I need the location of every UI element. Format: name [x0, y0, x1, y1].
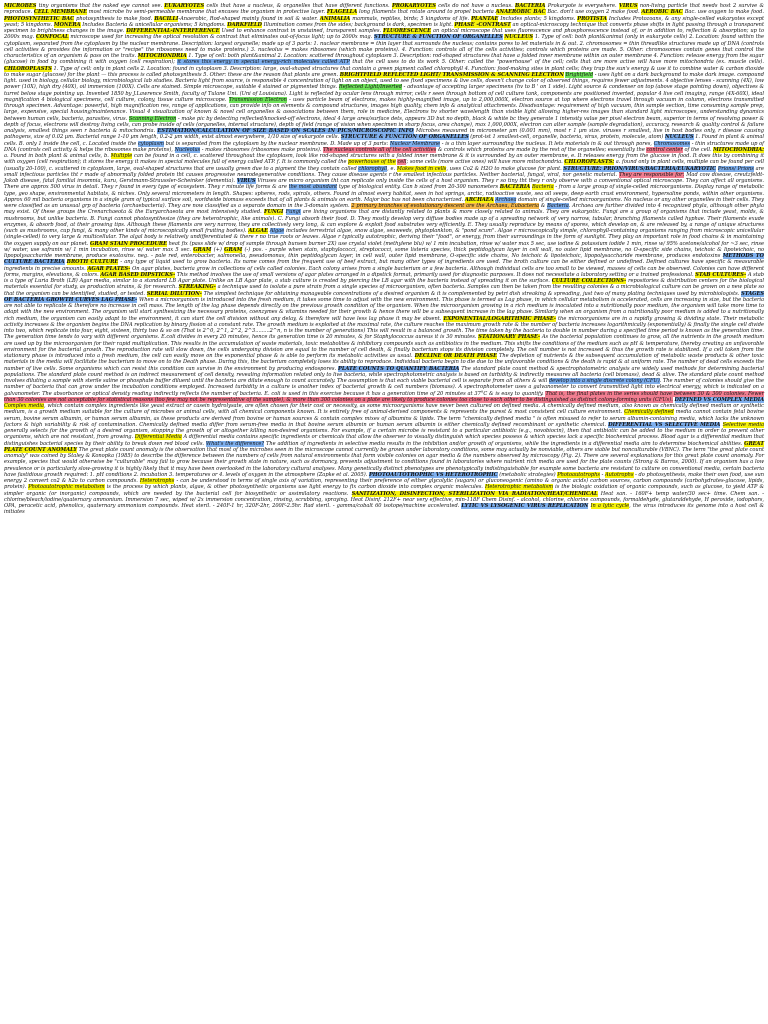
body-text: Heat san. - 160F+ temp water/30 sec+ time. Chem san. - chlorine/bleach/iodine/quaternary ammonium. Immersion 7 sec, wiped w/ 2x immersion concentration, rinsing, scrubbing, spraying. Heat Disinf. 212F+ near very effective, min-118F Chem Disinf. - alcohol, chlorine, chlorine compounds, formaldehyde, glutaraldehyde, H peroxide, iodophors, OPA, peracetic acid, phenolics, quaternary ammonium compounds. Heat steril. - 240F-1 hr, 320F-2hr, 200F-2.5hr. Rad steril. - gamma/cobalt 60 isotope/machine accelerated. [4, 490, 764, 509]
body-text: (prot-ist 1 smallest-cell, organelle, bacteria, virus, protein, molecule, atom) [468, 134, 665, 141]
section-heading: BACILLI [154, 15, 179, 22]
highlighted-text: cytoplasm [137, 140, 164, 147]
section-heading: ANIMALIA [319, 15, 351, 22]
body-text: As the bacterial population continues to grow, all the nutrients in the growth medium are used up by the microorganism for their rapid multiplication. This results in the accumulation of waste materials, toxic metabolites & inhibitory compounds such as antibiotics in the medium. This shifts the conditions of the medium such as pH & temperature, thereby creating an unfavorable environment for the bacterial growth. The reproduction rate will slow down, the cells undergoing division are equal to the number of cell death, & finally bacterium stops its division completely. The cell number is not increased & thus the growth rate is stabilized. If a cell taken from the stationary phase is introduced into a fresh medium, the cell can easily move on the exponential phase & is able to perform its metabolic activities as usual. [4, 334, 765, 359]
highlighted-text: Transmission Electron [228, 96, 287, 103]
section-heading: PHOTOSYNTHETIC BAC [4, 15, 75, 22]
section-heading: PROTISTA [577, 15, 607, 22]
section-heading: EUKARYOTES [164, 3, 205, 9]
section-heading: SANITIZATION, DISINFECTION, STERILIZATION VIA RADIATION/HEAT/CHEMICAL [351, 490, 598, 497]
body-text: - from a large group of single-celled microorganisms. Display range of metabolic type, geo shape, environmental habitats, & niches. Only several micrometers in length. Shapes: spheres, rods, spirals, others. Found in almost every habitat, seen in hot springs, arctic, radioactive waste, sea oil seeps, deep earth crust environment, hypersaline ponds, within other organisms. Approx 60 mil bacteria organisms in a single gram of typical surface soil, worldwide biomass exceeds that of all plants & animals on earth. Major bac has not been characterized. [4, 184, 764, 203]
section-heading: STAGES OF BACTERIA GROWTH CURVES LAG PHASE- [4, 290, 764, 303]
section-heading: ALGAE [248, 228, 268, 234]
section-heading: STATIONARY PHASE- [478, 334, 541, 341]
body-text: - uses particle beam of electrons, makes highly-magnified image, up to 2,000,000X, electron source at top where electrons travel through vacuum in column, electrons transmitted through specimen. Advantage: powerful, high magnification res, range of applications, can provide info on elements & compound structures, images high quality, chem info & analytical attachments. Disadvantage: requirement of high vacuum, thin sample section, time consuming sample prep, large, expensive, special housing/maintenance. Visual 4 visualization of known & novel cell organelles & associations between them, role in medicine, Electrons hv shorter wavelength than visible light allowing higher-res images than standard light microscopes, understanding dynamics between human cells, bacteria, parasites, virus. [4, 96, 764, 122]
body-text: that the cell uses to do its work 5. Other: called the "powerhouse" of the cell; cells that are more active will have more mitochondria (ex. muscle cells). [349, 59, 764, 66]
section-heading: GRAM STAIN PROCEDURE [89, 240, 167, 247]
body-text: the microorganisms are in a rapidly growing & dividing state. Their metabolic activity increases & the organism begins the DNA replication by binary fission at a constant rate. The growth medium is exploited at the maximal rate, the culture reaches the maximum growth rate & the number of bacteria increases logarithmically (exponentially) & finally the single cell divide into two, which replicate into four, eight, sixteen, thirty two & so on (That is 2^0, 2^1, 2^2, 2^3.........2^n, n is the number of generations) This will result in a balanced growth. The time taken by the bacteria to double in number during a specified time period is known as the generation time. The generation time tends to vary with different organisms. E.coli divides in every 20 minutes, hence its generation time is 20 minutes, & for Staphylococcus aureus it is 30 minutes. [4, 315, 764, 341]
section-heading: FLUORESCENCE [383, 28, 432, 34]
body-text: Includes plants; 5 kingdoms. [498, 15, 578, 22]
body-text: repositories & distribution centers for the biological materials essential for study, as production strains, & for research. [4, 278, 764, 291]
body-text: most microbe hv semi-permeable membrane that encases the organism in protective layer. [86, 9, 327, 16]
highlighted-text: 2 primary branches of evolutionary descent are the Archaea, Eubacteria [351, 203, 539, 209]
body-text: - any type of liquid used to grow bacteria. Its name comes from the frequent use of beef extract, but many other types of ingredients are used. The broth culture can be either defined or undefined. Defined cultures have specific & measurable ingredients in precise amounts. [4, 259, 764, 272]
section-heading: STAB CULTURES- [695, 271, 747, 278]
highlighted-text: chlorophyll [358, 165, 388, 172]
section-heading: VIRUS [236, 178, 256, 184]
section-heading: ESTIMATION/CALCULATION OF SIZE BASED ON SCALES IN PICS/MICROSCOPIC INFO [157, 128, 414, 134]
body-text: long filaments that rotate around to propel bacteria [357, 9, 496, 16]
section-heading: FUNGI [264, 209, 284, 216]
highlighted-text: Bacteria [531, 184, 554, 191]
body-text: - makes ribosomes (ribosomes make proteins). [200, 146, 324, 153]
body-text: - can be understood in terms of single axis of variation, representing their preference of either glycolytic (sugars) or gluconeogenic (amino & organic acids) carbon sources, carbon compounds (carbohydrates-glucose, lipids, protein). [4, 478, 765, 491]
section-heading: STRUCTURE & FUNCTION OF ORGANELLES [374, 34, 503, 41]
section-heading: MITOCHONDRIA [137, 53, 187, 59]
body-text: media cannot contain fetal bovine serum, bovine serum albumin, or human serum albumin, as these products are derived from bovine or human sources & contain complex mixes of albumins & lipids. The term "chemically defined media " is often misused to refer to serum albumin-containing media, which lacks the unknown factors & high variability & risk of contamination. Chemically defined media differ from serum-free media in that bovine serum albumin or human serum albumin is either chemically defined recombinant or synthetic chemical. [4, 409, 764, 428]
section-heading: BRIGHTFIELD REFLECTED LIGHT/ TRANSMISSION & SCANNING ELECTRON [339, 71, 564, 78]
section-heading: MICROBES [4, 3, 37, 9]
highlighted-text: Archaea [495, 196, 517, 203]
highlighted-text: control center [646, 146, 683, 153]
highlighted-text: develop into a single discrete colony (CFU) [548, 378, 660, 384]
highlighted-text: Selective media [722, 421, 764, 428]
section-heading: FLAGELLA [326, 9, 358, 16]
section-heading: NUCLEUS [504, 34, 534, 41]
body-text: Bac. use oxygen to make food. [682, 9, 764, 16]
body-text: an optical-microscopy technique that converts phase shifts in light passing through a transparent specimen to brightness changes in the image. [4, 21, 764, 34]
section-heading: METHODS TO CULTURE BACTERIA [4, 253, 764, 266]
section-heading: LYTIC VS LYSOGENIC VIRUS REPLICATION [461, 503, 589, 509]
body-text: mammals, reptiles, birds; 5 kingdoms of life. [350, 15, 472, 22]
highlighted-text: Chemically defined [624, 409, 674, 416]
highlighted-text: the most abundant [288, 184, 338, 191]
section-heading: DARKFIELD [227, 21, 262, 28]
highlighted-text: Autotrophs [604, 471, 634, 478]
section-heading: STRUCTURE & FUNCTION OF ORGANELLES [340, 134, 469, 141]
body-text: , which contain complex ingredients like yeast extract or casein hydrolysate, are often chosen for their cost or necessity, as some microorganisms have never been cultured on defined media. A chemically defined medium, also known as chemically defined medium or synthetic medium, is a growth medium suitable for the culture of microbes or animal cells, with all chemical components known. It is entirely free of animal-derived components & represents the purest & most consistent cell culture environment. [4, 403, 765, 416]
section-heading: NUCLEUS [664, 134, 694, 141]
body-text: 1. Found in plant & animal cells. B. only 1 inside the cell, c. Located inside the [4, 134, 764, 147]
section-heading: DIFFERENTIAL-INTERFERENCE [126, 28, 220, 34]
body-text: tiny organisms that the naked eye cannot see. [36, 3, 165, 9]
section-heading: ARCHAEA [464, 196, 494, 203]
body-text: a. Found in both plant & animal cells, b. [4, 153, 111, 159]
body-text: domain of single-celled microorganisms. No nucleus or any other organelles in their cells. They were classified as an unusual grp of bacteria (archaebacteria). They are now classified as a separate domain in the 3-domain system. [4, 196, 764, 209]
body-text: are small infectious particles tht r made of abnormally folded protein tht causes progressive neurodegenerative conditions. They cause disease agents r the smallest infectious particles. Neither bacterial, fungal, viral, nor genetic material. [4, 165, 764, 178]
body-text: is the process by which plants, algae, & other photosynthetic organisms use light energy to fix carbon dioxide into complex organic molecules. [104, 484, 485, 491]
body-text: generally selects for the growth of a desired organism, stopping the growth of or altogether killing non-desired organisms. For example, if a certain microbe is resistant to a particular antibiotic (e.g., novobiocin), then that antibiotic can be added to the medium in order to prevent other organisms, which are not resistant, from growing. [4, 428, 764, 441]
highlighted-text: Nucleolus [174, 146, 201, 153]
highlighted-text: powerhouse of the [348, 159, 396, 166]
body-text: can be found in a cell, c. scattered throughout the cytoplasm, look like rod-shaped structures with a folded inner membrane & it is surrounded by an outer membrane, e. It releases energy from the glucose in food. It does this by combining it with oxygen (cell respiration); it stores the energy it makes in special molecules full of energy called ATP. f. It is commonly called the [4, 153, 764, 166]
body-text: (-) pos. - purple when stain, staphylococci, streptococci, some listeria species, thick peptidoglycan layer in cell wall, no outer lipid membrane, no O-specific side chains, teichoic & lipoteichoic, no lipopolysaccharide membrane, produce exotoxins. neg. - pale red, enterobacter, salmonella, pseudomonas, thin peptidoglycan layer, in cell wall, outer lipid membrane, O-specific side chains, No teichoic & lipoteichoic, lipopolysaccharide membrane, produces endotoxins [4, 246, 764, 259]
section-heading: CHLOROPLASTS: [564, 159, 615, 166]
section-heading: PROKARYOTES [391, 3, 436, 9]
section-heading: PHASE -CONTRAST [454, 21, 511, 28]
highlighted-text: Scanning Electron [128, 115, 177, 122]
body-text: photosynthesis to make food. [74, 15, 155, 22]
highlighted-text: What's the difference? [205, 440, 265, 447]
body-text: The great plate count anomaly is the observation that most of the microbes seen in the microscope cannot currently be grown under laboratory conditions, some may actually be nonviable, others are viable but nonculturable (VBNC). The term "the great plate count anomaly" was coined by Staley & Konopka (1985) to describe the difference between the numbers of cells from natural environments that form visible colonies on agar media & the numbers observed by microscopy (Fig. 2). There are several explanations for this great plate count anomaly. For example, species that would otherwise be "culturable" may fail to grow because their growth state in nature, such as dormancy, prevents adjustment to conditions found in laboratories where nutrient rich media are used for the plate counts (Strong & Barros, 2000). If an organism has a low prevalence or is particularly slow-growing it is highly likely that it may have been overlooked in the laboratory cultural analyses. Many genetically distinct phenotypes are phenotypically indistinguishable for example some bacteria are resistant to culture on conventional media, certain bacteria have fastidious growth required: 1. pH conditions 2. incubation 3. temperatures or 4. levels of oxygen in the atmosphere (Zapke et al. 2005). [4, 446, 764, 478]
highlighted-text: In a lytic cycle [590, 503, 630, 509]
body-text: -Anaerobic, Rod-shaped mainly found in soil & water. [178, 15, 320, 22]
body-text: - [599, 471, 605, 478]
body-text: - is a thin layer surrounding the nucleus. It lets materials in & out through pores, [440, 140, 654, 147]
section-heading: GREAT PLATE COUNT ANOMALY [4, 440, 764, 453]
section-heading: CULTURE COLLECTIONS- [551, 278, 627, 284]
highlighted-text: Heterotrophs [139, 478, 175, 484]
section-heading: SERIAL DILUTION- [146, 290, 202, 297]
section-heading: BROTH CULTURE [66, 259, 119, 266]
highlighted-text: Multiple [110, 153, 133, 159]
body-text: - thin structures made up of DNA (controls cell activity & helps the ribosomes make proteins), [4, 140, 764, 153]
sheet-paragraph [4, 3, 764, 515]
highlighted-text: Fungi [285, 209, 301, 216]
section-heading: MONERA [53, 21, 81, 28]
section-heading: GRAM [224, 246, 243, 253]
highlighted-text: cell [397, 159, 407, 166]
body-text: Used to enhance contrast in unstained, transparent samples. [219, 28, 384, 34]
highlighted-text: Heterotrophic metabolism [484, 484, 554, 491]
body-text: The addition of ingredients in selective media results in the inhibition and/or growth of organisms, while the ingredients in a differential media aim to determine biochemical abilities. [264, 440, 745, 447]
body-text: - do photosynthesis, make their own food, use sun energy 2 convert co2 & h2o to carbon compounds. [4, 471, 764, 484]
body-text: . The number of colonies should give the number of bacteria that can grow under the incubation conditions employed. Increased turbidity in a culture is another index of bacterial growth & cell numbers (biomass). A spectrophotometer uses a galvanometer to convert transmitted light into electrical energy, which is indicated on a galvanometer. The absorbance or optical density reading indirectly reflects the number of bacteria. E. coli is used in this exercise because it has a generation time of 20 minutes at 37°C & is easy to quantify. [4, 378, 764, 397]
body-text: A differential media contains specific ingredients or chemicals that allow the observer to visually distinguish which species possess & which species lack a specific biochemical process. Blood agar is a differential medium that distinguishes bacterial species by their ability to break down red blood cells. [4, 434, 764, 447]
highlighted-text: Photoautotrophs [557, 471, 600, 478]
body-text: (metabolic strategies) [497, 471, 558, 478]
body-text: cells do not have a nucleus. [435, 3, 516, 9]
body-text: & [539, 203, 548, 209]
highlighted-text: The nucleus controls all of the cell activities [323, 146, 437, 153]
body-text: Microbes measured in micrometer µm (0.001 mm), most r 1 µm size. viruses r smallest, live in host bodies only, r disease causing pathogens, size of 0.02 µm. Bacterial range 1-10 µm length, 0.2-2 µm width, exist almost everywhere, 1/10 size of eukaryote cells. [4, 128, 764, 141]
body-text: an optical microscope that uses fluorescence and phosphorescence instead of, or in addition to, reflection & absorption; up to 2000x mag. [4, 28, 764, 41]
body-text: - make pic by detecting reflected/knocked-off electrons, ideal 4 large area/surface dets, appears 3D but no depth, black & white bc they generate 1 intensity value per pixel electron beam, superior in terms of resolving power & depth of focus, electrons will destroy living cells, can probe inside of cells (organelles, internal structure), depth of field (range of vision when specimen in sharp focus, area change), max 1,000,000X, electron can alter sample (sample degradation), accuracy, research & quality control & failure analysis, smallest things seen r bacteria & mitochondria. [4, 115, 764, 134]
section-heading: VIRUS [618, 3, 638, 9]
section-heading: CELL MEMBRANE [33, 9, 87, 16]
body-text: a. found only in plant cells, multiple can be found per cell (usually 20-100), c. scattered in cytoplasm, large, oval-shaped structures that are usually green due to a pigment the they contain called [4, 159, 764, 172]
highlighted-text: Photoautotrophic metabolism [28, 484, 105, 491]
body-text: cells that have a nucleus, & organelles that have different functions. [204, 3, 392, 9]
body-text: On agar plates, bacteria grow in collections of cells called colonies. Each colony arises from a single bacterium or a few bacteria. Although individual cells are too small to be viewed, masses of cells can be observed. Colonies can have different forms, margins, elevations, & colors. [4, 265, 764, 278]
body-text: - advantage of accepting larger specimens (hv to B ' on 1 side). Light source & condenser on top (above stage pointing down), objectives & turret below stage pointing up. Invented 1850 by J.Lawrence Smith, faculty of Tulane Uni. (Uni of Louisiana). Light is reflected by ocular lens through mirror, cells r seen through bottom of cell culture tank, components are positioned inverted, popular 4 live cell imaging, range (4X-60X), ideal magnification 4 biological specimens, cell culture, colony, tissue culture microscope. [4, 84, 765, 103]
section-heading: CONFOCAL [35, 34, 69, 41]
section-heading: STRUCTURE: PRION/VIRUS/BACTERIA/EUKARYOTIC [563, 165, 717, 172]
section-heading: EXPONENTIAL/LOGARITHMIC PHASE- [443, 315, 556, 322]
highlighted-text: Makes food in cells [396, 165, 447, 172]
body-text: non-living particle that needs host 2 survive & reproduce. [4, 3, 764, 16]
body-text: but is separated from the cytoplasm by the nuclear membrane. D. Made up of 3 parts: [163, 140, 390, 147]
body-text: Illumination comes from the sides; background is dark, specimen is light. [261, 21, 455, 28]
highlighted-text: They are responsible for: [618, 171, 685, 178]
section-heading: DEFINED VS COMPLEX MEDIA [674, 396, 765, 403]
highlighted-text: Chromosomes [653, 140, 691, 147]
body-text: , the virus introduces its genome into a host cell & initiates [4, 503, 764, 516]
body-text: Bac. don't use oxygen 2 make food. [545, 9, 642, 16]
section-heading: PLATE COUNTS TO QUANTIFY BACTERIA [338, 365, 460, 372]
body-text: of the cell. [682, 146, 714, 153]
body-text: Prokaryote is everywhere. [545, 3, 619, 9]
highlighted-text: That is, the final plates in the series should have between 30 & 300 colonies. Fewer than 30 colonies are not acceptable for statistical reasons (too few may not be representative of the sample), & more than 300 colonies on a plate are likely to produce colonies too close to each other to be distinguished as distinct colony-forming units (CFUs). [4, 390, 764, 403]
highlighted-text: Prions/ Prions [717, 165, 754, 172]
body-text: . Archaea are further divided into 4 recognized phyla, although other phyla may exist. Of these groups the Crenarchaeota & the Euryarchaeota are most intensively studied. [4, 203, 765, 216]
body-text: , e. [387, 165, 397, 172]
body-text: Mad cow disease, creutzfeldt- Jakob disease, fatal familial insomnia, kuru, Gerstmann-Straussler-Scheinker (dementia). [4, 171, 765, 184]
body-text: This method involves the use of small versions of agar plates arranged in a dipstick format, primarily used for diagnostic purposes. It does not necessitate a laboratory setting or a trained professional. [175, 271, 696, 278]
section-heading: DECLINE OR DEATH PHASE [414, 353, 497, 359]
section-heading: AGAR PLATES- [87, 265, 131, 272]
body-text: When a microorganism is introduced into the fresh medium, it takes some time to adjust with the new environment. This phase is termed as Lag phase, in which cellular metabolism is accelerated, cells are increasing in size, but the bacteria are not able to replicate & therefore no increase in cell mass. The length of the lag phase depends directly on the previous growth condition of the organism. When the microorganism growing in a rich medium is inoculated into a nutritionally poor medium, the organism will take more time to adapt with the new environment. The organism will start synthesizing the necessary proteins, coenzymes & vitamins needed for their growth & hence there will be a subsequent increase in the lag phase. Similarly when an organism from a nutritionally poor medium is added to a nutritionally rich medium, the organism can easily adapt to the environment, it can start the cell division without any delay, & therefore will have less lag phase it may be absent. [4, 296, 764, 322]
section-heading: GRAM [193, 246, 212, 253]
body-text: 1. Type of cell: only in plant cells 2. Location: found in cytoplasm 3. Description: large, oval-shaped structures that contain a green pigment called chlorophyll 4. Function: food-making sites in plant cells; they trap the sun's energy & use it to combine water & carbon dioxide to make sugar (glucose) for the plant — this process is called photosynthesis 5. Other: these are the reason that plants are green. [4, 65, 764, 78]
highlighted-text: Brightfield [565, 71, 594, 78]
body-text: 1. Type of cell: both plant&animal 2. Location: scattered throughout cytoplasm 3. Description: rod-shaped structures that have a folded inner membrane within an outer membrane 4. Function: release energy from the sugar (glucose) in food by combining it with oxygen (cell respiration); [4, 53, 764, 66]
section-heading: PLANTAE [471, 15, 499, 22]
body-text: Viruses are micro organism tht can replicate only inside the cells of a host organism. They r so tiny tht they r only observe with a conventional optical microscope. They can affect all organisms. There are approx 500 virus in detail. They r found in every type of ecosystem. They r minute life forms & are [4, 178, 764, 191]
section-heading: STREAKING- [178, 284, 216, 291]
section-heading: MITOCHONDRIA: [713, 146, 764, 153]
body-text: Includes Protozoans, & any single-celled eukaryotes except yeast; 5 kingdoms. [4, 15, 765, 28]
body-text: includes terrestrial algae, snow algae, seaweeds, phytoplankton, & "pond scum". Algae r microscopically simple, chlorophyll-containing organisms ranging from microscopic unicellular (single-celled) to very large & multicellular. The algal body is relatively undifferentiated & there r no true roots or leaves. Algae r typically autotrophic, deriving their "food", or energy, from their surroundings in the form of sunlight. They play an important role in food chains & in maintaining the oxygen supply on our planet. [4, 228, 764, 247]
body-text: type of biological entity. Can b sized from 20-300 nanometers [337, 184, 500, 191]
highlighted-text: Bacteria [547, 203, 569, 209]
body-text: are living organisms that are distantly related to plants & more closely related to animals. They are eukaryotic. Fungi are a group of organisms that include yeast, molds, & mushrooms, but unlike bacteria. B. Fungi cannot photosynthesize (they are heterotrophic, like animals). C. Fungi absorb their food. D. They mostly develop very diffuse bodies made up of a spreading network of very narrow, tubular, branching filaments called hyphae. Their filaments exude enzymes, & absorb food, at their growing tips. Although these filaments are very narrow, they are collectively very long, & can explore & exploit food substrates very efficiently. E. They usually reproduce by means of spores, which develop on, & are released by, a range of unique structures (such as mushrooms, cup fungi, & many other kinds of microscopically small fruiting bodies). [4, 209, 764, 234]
section-heading: AGAR BASED DIPSTICKS- [100, 271, 176, 278]
highlighted-text: Differential Media [134, 434, 182, 441]
highlighted-text: it stores this energy in special energy-rich molecules called ATP [177, 59, 350, 66]
section-heading: BACTERIA [499, 184, 531, 191]
section-heading: DIFFERENTIAL VS SELECTIVE MEDIA [608, 421, 721, 428]
highlighted-text: Reflected Light/Inverted [338, 84, 402, 91]
body-text: (+) [211, 246, 225, 253]
body-text: 1. Type of cell: both plant&animal (only in eukaryote cells) 2. Location: found within the cytoplasm, separated from the cytoplasm by the nuclear membrane. Description: largest organelle; made up of 3 parts: 1. nuclear membrane = thin layer that surrounds the nucleus; contains pores to let materials in & out. 2. chromosomes = thin threadlike structures made up of DNA (controls cell activities & provides the information or "recipe" the ribosomes need to make proteins.) 3. nucleolus = makes ribosomes (which make proteins). 4. Function: controls all of the cells activities; controls which proteins are made. 5. Other: chromosomes contain genes that control the characteristics of an organism & pass on the traits. [4, 34, 764, 59]
body-text: The simplest technique for obtaining manageable concentrations of a desired organism & it is complemented by petri dish streaking & spreading, just two of many plating techniques used by microbiologists. [201, 290, 742, 297]
section-heading: ANAEROBIC BAC [495, 9, 546, 16]
body-text: A stab is a type of Luria Broth (LB) Agar media, similar to a standard LB Agar plate. Unlike an LB Agar plate, a stab culture is created by piercing the LB agar with the bacteria instead of spreading it on the surface. [4, 271, 764, 284]
body-text: The depletion of nutrients & the subsequent accumulation of metabolic waste products & other toxic materials in the media will facilitate the bacterium to move on to the Death phase. During this, the bacterium completely loses its ability to reproduce. Individual bacteria begin to die due to the unfavorable conditions & the death is rapid & at uniform rate. The number of dead cells exceeds the number of live cells. Some organisms which can resist this condition can survive in the environment by producing endospores. [4, 353, 764, 372]
section-heading: AEROBIC BAC [641, 9, 683, 16]
body-text: heat fix (pass slide w/ drop of sample through bunsen burner 2X) use crystal violet (methylene blu) w/ 1 min incubation, rinse w/ water max 5 sec, use iodine & potassium iodide 1 min, rinse w/ 95% acetone/alcohol for ~3 sec, rinse w/ water, use safranin w/ 1 min incubation, rinse w/ water max 5 sec. [4, 240, 764, 253]
highlighted-text: Nuclear Membrane [389, 140, 441, 147]
highlighted-text: Algae [269, 228, 285, 234]
highlighted-text: Complex media [4, 403, 44, 409]
section-heading: CHLOROPLASTS [4, 65, 52, 72]
body-text: & controls which proteins are made by the rest of the organelles; essentially the [436, 146, 647, 153]
body-text: , uses Co2 & H2O to make glucose for plant. [446, 165, 564, 172]
body-text: ; some cells (more active ones) will have more mitochondria. [406, 159, 565, 166]
body-text: is the biologic oxidation of organic compounds, such as glucose, to yield ATP & simpler organic (or inorganic) compounds, which are needed by the bacterial cell for biosynthetic or assimilatory reactions. [4, 484, 764, 497]
body-text: The standard plate count method & spectrophotometric analysis are widely used methods for determining bacterial populations. The standard plate count method is an indirect measurement of cell density, revealing information related only to live bacteria, while spectrophotometric analysis is based on turbidity & indirectly measures all bacteria (cell biomass), dead & alive. The standard plate count method involves diluting a sample with sterile saline or phosphate buffer diluent until the bacteria are dilute enough to count accurately. The assumption is that each viable bacterial cell is separate from all others & will [4, 365, 764, 384]
body-text: microscope used for increasing the optical resolution & contrast that eliminates out-of-focus light; up to 2000x mag. [68, 34, 375, 41]
body-text: Includes Bacteria & unicellular organisms; 5 kingdoms. [80, 21, 228, 28]
section-heading: PHOTOAUTOTROPHIC VS HETEROTROPHIC [368, 471, 498, 478]
body-text: a technique used to isolate a pure strain from a single species of microorganism, often bacteria. Samples can then be taken from the resulting colonies & a microbiological culture can be grown on a new plate so that the organism can be identified, studied, or tested. [4, 284, 765, 297]
body-text: - uses light on a dark background to make dark image. compound light. used in biology, cellular biology, microbiological lab studies. Bacteria light from source, is responsible 4 concentration of light on an object, used to see fixed specimens & live cells, doesn't change color of observed things, requires fewer adjustments. 4 objective lenses - scanning (4X), low power (10X), high dry (40X), oil immersion (100X). Cells are stained. Simple microscope, suitable 4 stained or pigmented things. [4, 71, 764, 91]
section-heading: BACTERIA [515, 3, 546, 9]
